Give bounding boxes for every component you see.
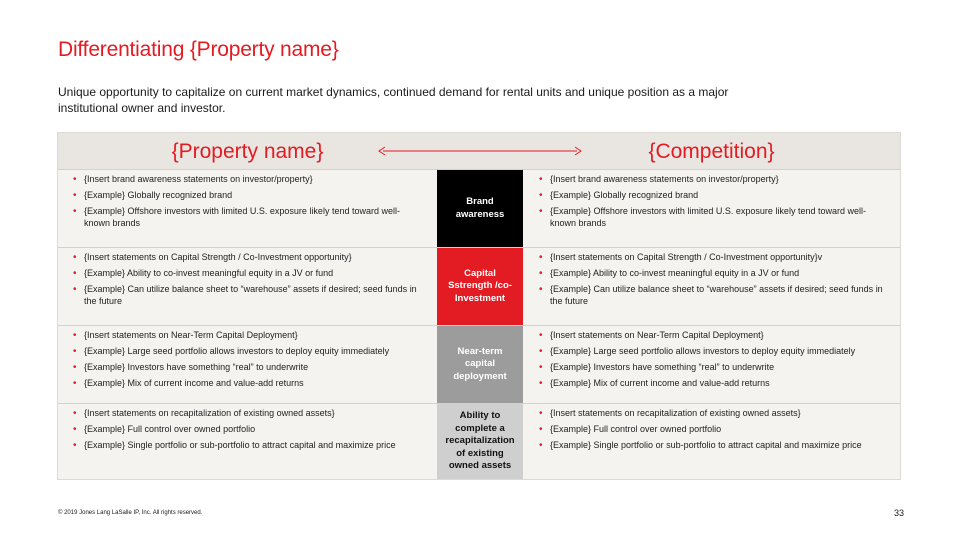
competition-header: {Competition}: [648, 140, 775, 163]
list-item: • {Example} Large seed portfolio allows investors to deploy equity immediately: [538, 346, 888, 358]
list-item: • {Example} Full control over owned portfolio: [538, 424, 888, 436]
row-label: Ability to complete a recapitalization of existing owned assets: [437, 404, 523, 479]
competition-cell: [538, 404, 888, 479]
competition-cell: [538, 326, 888, 403]
list-item: • {Example} Globally recognized brand: [72, 190, 422, 202]
list-item: • {Example} Ability to co-invest meaningful equity in a JV or fund: [538, 268, 888, 280]
copyright-notice: © 2019 Jones Lang LaSalle IP, Inc. All rights reserved.: [58, 510, 203, 516]
list-item: • {Example} Full control over owned portfolio: [72, 424, 422, 436]
property-cell: [72, 326, 422, 403]
competition-cell: [538, 248, 888, 325]
table-row: [58, 325, 900, 403]
table-row: [58, 403, 900, 479]
list-item: • {Example} Investors have something “real” to underwrite: [72, 362, 422, 374]
property-cell: [72, 170, 422, 247]
property-cell: [72, 404, 422, 479]
row-label: Near-term capital deployment: [437, 326, 523, 403]
row-label: Brand awareness: [437, 170, 523, 247]
table-row: [58, 169, 900, 247]
list-item: • {Insert statements on Capital Strength / Co-Investment opportunity}: [72, 252, 422, 264]
list-item: • {Example} Large seed portfolio allows investors to deploy equity immediately: [72, 346, 422, 358]
row-label: Capital Sstrength /co-Investment: [437, 248, 523, 325]
list-item: • {Example} Can utilize balance sheet to “warehouse” assets if desired; seed funds in the future: [538, 284, 888, 307]
table-header: [58, 133, 900, 169]
list-item: • {Insert statements on recapitalization of existing owned assets}: [72, 408, 422, 420]
list-item: • {Example} Offshore investors with limited U.S. exposure likely tend toward well-known brands: [72, 206, 422, 229]
property-header: {Property name}: [171, 140, 324, 163]
competition-cell: [538, 170, 888, 247]
list-item: • {Insert brand awareness statements on investor/property}: [72, 174, 422, 186]
list-item: • {Insert statements on Capital Strength / Co-Investment opportunity}v: [538, 252, 888, 264]
list-item: • {Example} Mix of current income and value-add returns: [538, 378, 888, 390]
list-item: • {Example} Can utilize balance sheet to “warehouse” assets if desired; seed funds in the future: [72, 284, 422, 307]
list-item: • {Example} Offshore investors with limited U.S. exposure likely tend toward well-known brands: [538, 206, 888, 229]
comparison-table: [57, 132, 901, 480]
slide-title: Differentiating {Property name}: [58, 38, 339, 61]
list-item: • {Insert statements on Near-Term Capital Deployment}: [72, 330, 422, 342]
slide-subtitle: Unique opportunity to capitalize on current market dynamics, continued demand for rental units and unique position as a major institutional owner and investor.: [58, 85, 729, 115]
list-item: • {Insert brand awareness statements on investor/property}: [538, 174, 888, 186]
list-item: • {Example} Investors have something “real” to underwrite: [538, 362, 888, 374]
list-item: • {Example} Globally recognized brand: [538, 190, 888, 202]
list-item: • {Insert statements on recapitalization of existing owned assets}: [538, 408, 888, 420]
table-row: [58, 247, 900, 325]
list-item: • {Insert statements on Near-Term Capital Deployment}: [538, 330, 888, 342]
list-item: • {Example} Mix of current income and value-add returns: [72, 378, 422, 390]
list-item: • {Example} Single portfolio or sub-portfolio to attract capital and maximize price: [72, 440, 422, 452]
property-cell: [72, 248, 422, 325]
list-item: • {Example} Ability to co-invest meaningful equity in a JV or fund: [72, 268, 422, 280]
list-item: • {Example} Single portfolio or sub-portfolio to attract capital and maximize price: [538, 440, 888, 452]
page-number: 33: [893, 508, 904, 518]
